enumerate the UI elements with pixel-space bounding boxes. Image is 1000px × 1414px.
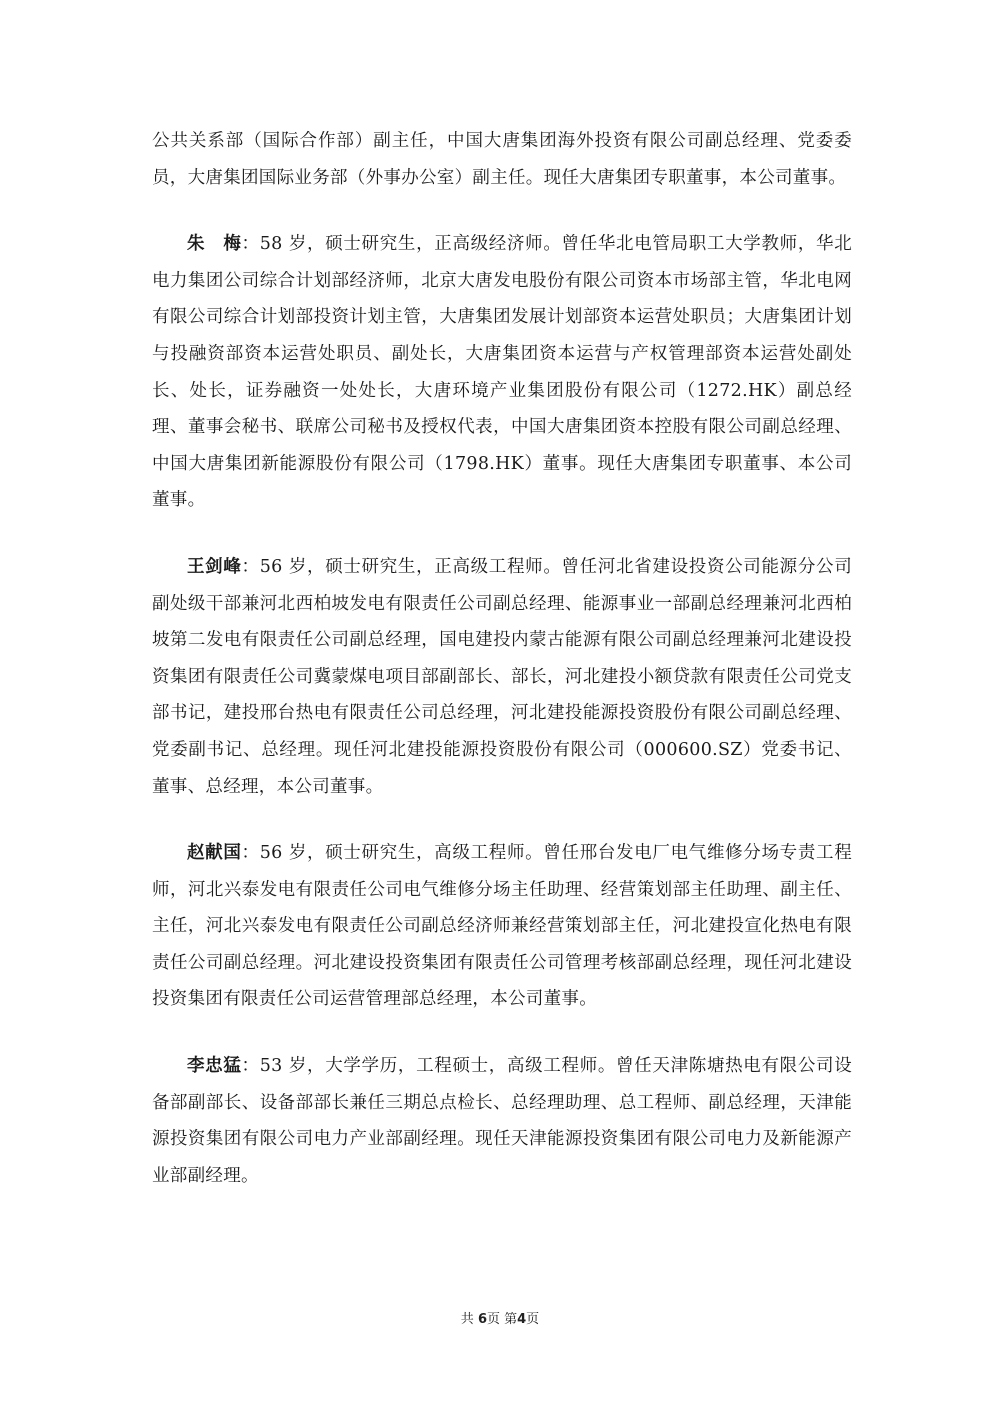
person-name: 李忠猛 — [187, 1056, 242, 1077]
page-footer — [0, 1308, 1000, 1327]
bio-text: ：56 岁，硕士研究生，正高级工程师。曾任河北省建设投资公司能源分公司副处级干部兼河北西柏坡发电有限责任公司副总经理、能源事业一部副总经理兼河北西柏坡第二发电有限责任公司副总经理，国电建投内蒙古能源有限公司副总经理兼河北建设投资集团有限责任公司冀蒙煤电项目部副部长、部长，河北建投小额贷款有限责任公司党支部书记，建投邢台热电有限责任公司总经理，河北建投能源投资股份有限公司副总经理、党委副书记、总经理。现任河北建投能源投资股份有限公司（000600.SZ）党委书记、董事、总经理，本公司董事。 — [152, 556, 853, 797]
bio-paragraph-wang-jianfeng — [152, 549, 852, 805]
bio-text: ：58 岁，硕士研究生，正高级经济师。曾任华北电管局职工大学教师，华北电力集团公司综合计划部经济师，北京大唐发电股份有限公司资本市场部主管，华北电网有限公司综合计划部投资计划主管，大唐集团发展计划部资本运营处职员；大唐集团计划与投融资部资本运营处职员、副处长，大唐集团资本运营与产权管理部资本运营处副处长、处长，证券融资一处处长，大唐环境产业集团股份有限公司（1272.HK）副总经理、董事会秘书、联席公司秘书及授权代表，中国大唐集团资本控股有限公司副总经理、中国大唐集团新能源股份有限公司（1798.HK）董事。现任大唐集团专职董事、本公司董事。 — [152, 234, 853, 511]
person-name: 王剑峰 — [187, 556, 242, 577]
footer-prefix: 共 — [460, 1312, 478, 1327]
person-name: 赵献国 — [187, 843, 242, 864]
continuation-paragraph: 公共关系部（国际合作部）副主任，中国大唐集团海外投资有限公司副总经理、党委委员，大唐集团国际业务部（外事办公室）副主任。现任大唐集团专职董事，本公司董事。 — [152, 131, 852, 188]
person-name: 朱 梅 — [187, 234, 242, 255]
footer-middle: 页 第 — [486, 1312, 518, 1327]
footer-total-pages: 6 — [477, 1312, 487, 1327]
bio-paragraph-zhao-xianguo — [152, 835, 852, 1018]
bio-paragraph-li-zhongmeng — [152, 1048, 852, 1194]
footer-suffix: 页 — [526, 1312, 540, 1327]
bio-paragraph-zhu-mei — [152, 226, 852, 519]
bio-text: ：56 岁，硕士研究生，高级工程师。曾任邢台发电厂电气维修分场专责工程师，河北兴泰发电有限责任公司电气维修分场主任助理、经营策划部主任助理、副主任、主任，河北兴泰发电有限责任公司副总经济师兼经营策划部主任，河北建投宣化热电有限责任公司副总经理。河北建设投资集团有限责任公司管理考核部副总经理，现任河北建设投资集团有限责任公司运营管理部总经理，本公司董事。 — [152, 843, 853, 1010]
footer-current-page: 4 — [517, 1312, 527, 1327]
document-body — [152, 123, 852, 1224]
bio-text: ：53 岁，大学学历，工程硕士，高级工程师。曾任天津陈塘热电有限公司设备部副部长、设备部部长兼任三期总点检长、总经理助理、总工程师、副总经理，天津能源投资集团有限公司电力产业部副经理。现任天津能源投资集团有限公司电力及新能源产业部副经理。 — [152, 1056, 853, 1186]
